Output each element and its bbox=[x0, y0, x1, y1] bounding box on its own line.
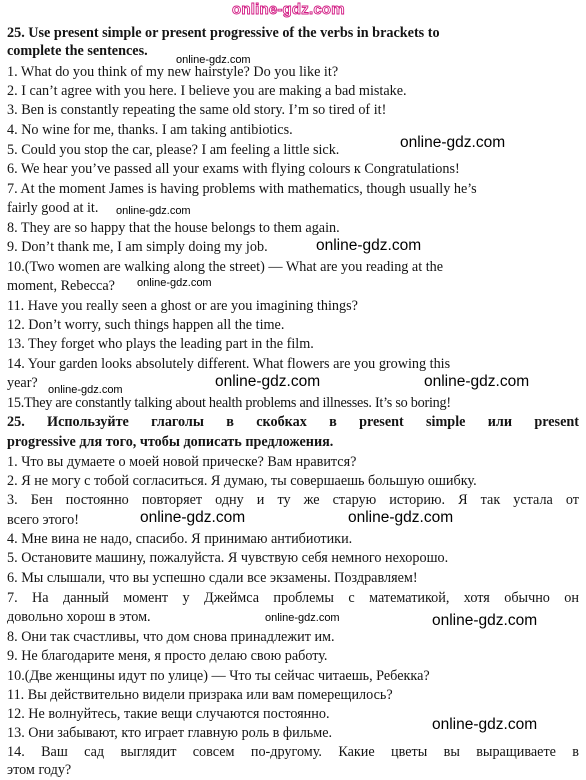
sentence-en-14b: year? bbox=[7, 375, 38, 391]
exercise-title-ru-line2: progressive для того, чтобы дописать предложения. bbox=[7, 434, 334, 450]
watermark: online-gdz.com bbox=[424, 373, 530, 390]
sentence-en-4: 4. No wine for me, thanks. I am taking antibiotics. bbox=[7, 122, 293, 138]
sentence-ru-1: 1. Что вы думаете о моей новой прическе? Вам нравится? bbox=[7, 454, 357, 470]
sentence-ru-3a: 3. Бен постоянно повторяет одну и ту же старую историю. Я так устала от bbox=[7, 492, 579, 508]
sentence-ru-3b: всего этого! bbox=[7, 512, 79, 528]
sentence-en-15: 15.They are constantly talking about health problems and illnesses. It’s so boring! bbox=[7, 395, 451, 411]
sentence-ru-10: 10.(Две женщины идут по улице) — Что ты сейчас читаешь, Ребекка? bbox=[7, 668, 430, 684]
sentence-en-9: 9. Don’t thank me, I am simply doing my job. bbox=[7, 239, 268, 255]
exercise-title-en-line2: complete the sentences. bbox=[7, 43, 148, 59]
exercise-title-ru-line1: 25. Используйте глаголы в скобках в present simple или present bbox=[7, 414, 579, 430]
watermark-top: online-gdz.com bbox=[232, 1, 345, 18]
sentence-en-6: 6. We hear you’ve passed all your exams with flying colours к Congratulations! bbox=[7, 161, 460, 177]
sentence-en-2: 2. I can’t agree with you here. I believe you are making a bad mistake. bbox=[7, 83, 407, 99]
sentence-en-13: 13. They forget who plays the leading part in the film. bbox=[7, 336, 314, 352]
watermark: online-gdz.com bbox=[400, 134, 506, 151]
watermark: online-gdz.com bbox=[176, 54, 251, 66]
watermark: online-gdz.com bbox=[140, 509, 246, 526]
sentence-en-7b: fairly good at it. bbox=[7, 200, 99, 216]
sentence-ru-12: 12. Не волнуйтесь, такие вещи случаются постоянно. bbox=[7, 706, 330, 722]
sentence-ru-7a: 7. На данный момент у Джеймса проблемы с математикой, хотя обычно он bbox=[7, 590, 579, 606]
watermark: online-gdz.com bbox=[432, 716, 538, 733]
sentence-en-1: 1. What do you think of my new hairstyle? Do you like it? bbox=[7, 64, 339, 80]
sentence-ru-7b: довольно хорош в этом. bbox=[7, 609, 151, 625]
sentence-ru-14a: 14. Ваш сад выглядит совсем по-другому. Какие цветы вы выращиваете в bbox=[7, 744, 579, 760]
sentence-en-8: 8. They are so happy that the house belongs to them again. bbox=[7, 220, 340, 236]
watermark: online-gdz.com bbox=[432, 612, 538, 629]
sentence-en-5: 5. Could you stop the car, please? I am feeling a little sick. bbox=[7, 142, 340, 158]
sentence-ru-9: 9. Не благодарите меня, я просто делаю свою работу. bbox=[7, 648, 328, 664]
sentence-ru-6: 6. Мы слышали, что вы успешно сдали все экзамены. Поздравляем! bbox=[7, 570, 418, 586]
sentence-en-11: 11. Have you really seen a ghost or are you imagining things? bbox=[7, 298, 358, 314]
sentence-ru-4: 4. Мне вина не надо, спасибо. Я принимаю антибиотики. bbox=[7, 531, 353, 547]
watermark: online-gdz.com bbox=[48, 384, 123, 396]
sentence-ru-13: 13. Они забывают, кто играет главную роль в фильме. bbox=[7, 725, 333, 741]
watermark: online-gdz.com bbox=[116, 205, 191, 217]
sentence-en-7a: 7. At the moment James is having problems with mathematics, though usually he’s bbox=[7, 181, 477, 197]
watermark: online-gdz.com bbox=[137, 277, 212, 289]
exercise-title-en-line1: 25. Use present simple or present progressive of the verbs in brackets to bbox=[7, 25, 440, 41]
sentence-ru-11: 11. Вы действительно видели призрака или вам померещилось? bbox=[7, 687, 393, 703]
watermark: online-gdz.com bbox=[316, 237, 422, 254]
sentence-ru-5: 5. Остановите машину, пожалуйста. Я чувствую себя немного нехорошо. bbox=[7, 550, 449, 566]
sentence-en-10b: moment, Rebecca? bbox=[7, 278, 115, 294]
sentence-ru-14b: этом году? bbox=[7, 762, 72, 778]
watermark: online-gdz.com bbox=[265, 612, 340, 624]
watermark: online-gdz.com bbox=[215, 373, 321, 390]
watermark: online-gdz.com bbox=[348, 509, 454, 526]
sentence-en-3: 3. Ben is constantly repeating the same old story. I’m so tired of it! bbox=[7, 102, 387, 118]
sentence-en-10a: 10.(Two women are walking along the street) — What are you reading at the bbox=[7, 259, 444, 275]
sentence-en-14a: 14. Your garden looks absolutely different. What flowers are you growing this bbox=[7, 356, 451, 372]
sentence-ru-2: 2. Я не могу с тобой согласиться. Я думаю, ты совершаешь большую ошибку. bbox=[7, 473, 477, 489]
sentence-ru-8: 8. Они так счастливы, что дом снова принадлежит им. bbox=[7, 629, 335, 645]
sentence-en-12: 12. Don’t worry, such things happen all the time. bbox=[7, 317, 285, 333]
